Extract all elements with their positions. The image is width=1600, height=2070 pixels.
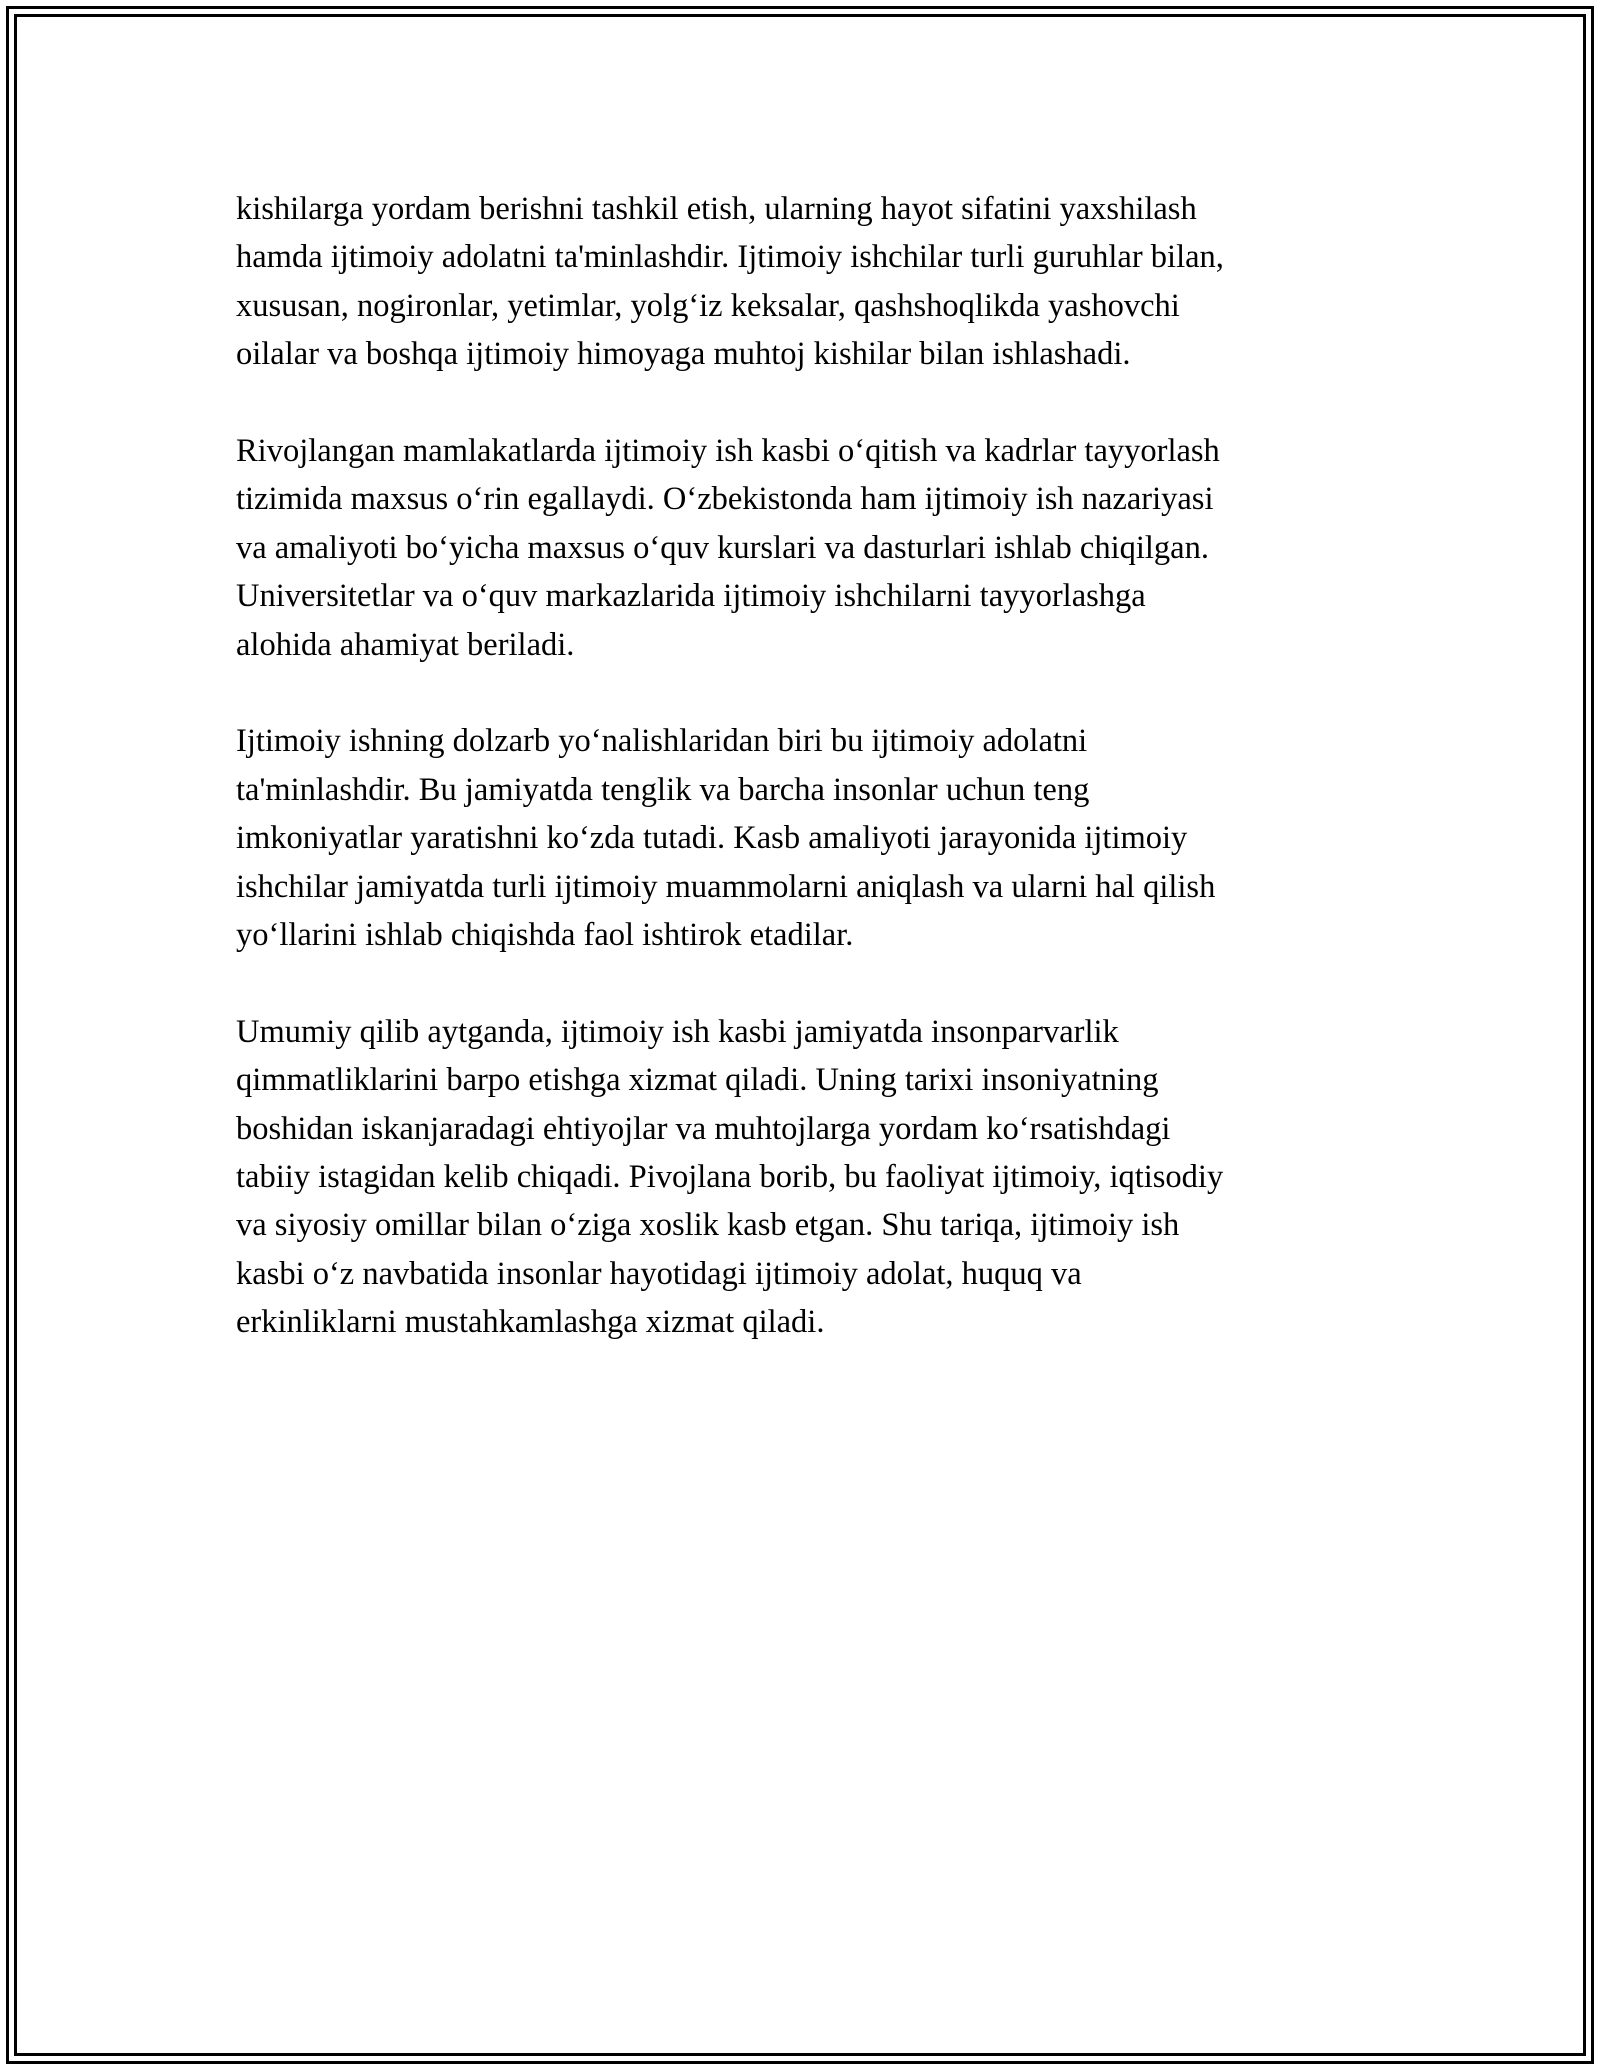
paragraph-2: Rivojlangan mamlakatlarda ijtimoiy ish kasbi o‘qitish va kadrlar tayyorlash tizimida maxsus o‘rin egallaydi. O‘zbekistonda ham ijtimoiy ish nazariyasi va amaliyoti bo‘yicha maxsus o‘quv kurslari va dasturlari ishlab chiqilgan. Universitetlar va o‘quv markazlarida ijtimoiy ishchilarni tayyorlashga alohida ahamiyat beriladi. xyxy=(236,433,1220,663)
paragraph-4: Umumiy qilib aytganda, ijtimoiy ish kasbi jamiyatda insonparvarlik qimmatliklarini barpo etishga xizmat qiladi. Uning tarixi insoniyatning boshidan iskanjaradagi ehtiyojlar va muhtojlarga yordam ko‘rsatishdagi tabiiy istagidan kelib chiqadi. Pivojlana borib, bu faoliyat ijtimoiy, iqtisodiy va siyosiy omillar bilan o‘ziga xoslik kasb etgan. Shu tariqa, ijtimoiy ish kasbi o‘z navbatida insonlar hayotidagi ijtimoiy adolat, huquq va erkinliklarni mustahkamlashga xizmat qiladi. xyxy=(236,1013,1224,1341)
paragraph-3: Ijtimoiy ishning dolzarb yo‘nalishlaridan biri bu ijtimoiy adolatni ta'minlashdir. Bu jamiyatda tenglik va barcha insonlar uchun teng imkoniyatlar yaratishni ko‘zda tutadi. Kasb amaliyoti jarayonida ijtimoiy ishchilar jamiyatda turli ijtimoiy muammolarni aniqlash va ularni hal qilish yo‘llarini ishlab chiqishda faol ishtirok etadilar. xyxy=(236,723,1216,954)
paragraph-1: kishilarga yordam berishni tashkil etish, ularning hayot sifatini yaxshilash hamda ijtimoiy adolatni ta'minlashdir. Ijtimoiy ishchilar turli guruhlar bilan, xususan, nogironlar, yetimlar, yolg‘iz keksalar, qashshoqlikda yashovchi oilalar va boshqa ijtimoiy himoyaga muhtoj kishilar bilan ishlashadi. xyxy=(236,191,1224,373)
document-body xyxy=(236,185,1366,1395)
